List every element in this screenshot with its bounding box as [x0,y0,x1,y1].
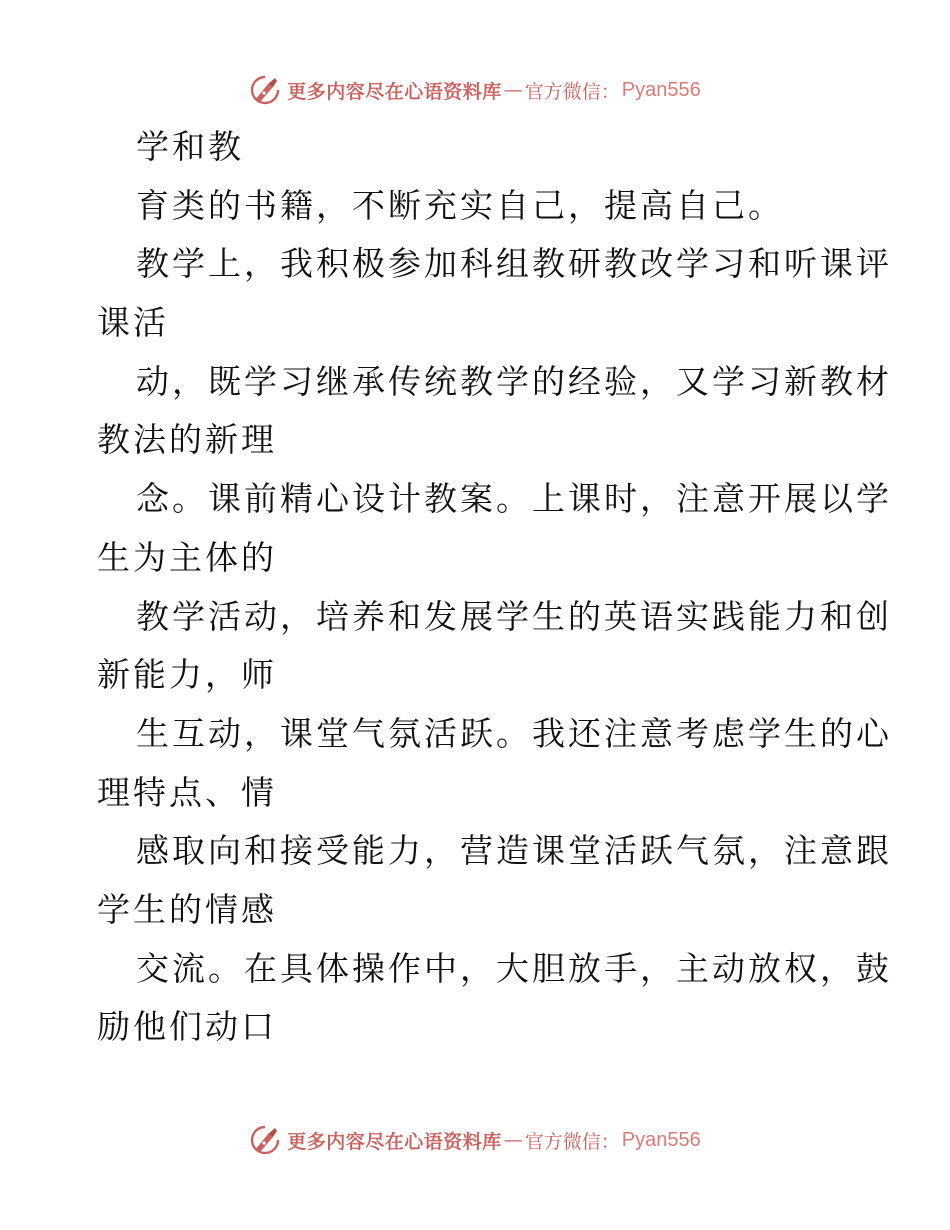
body-line: 动，既学习继承传统教学的经验，又学习新教材 [136,361,892,401]
footer-site-text: 更多内容尽在心语资料库 [287,1130,502,1153]
footer-banner [0,1120,950,1160]
body-line: 育类的书籍，不断充实自己，提高自己。 [136,185,784,225]
header-site-text: 更多内容尽在心语资料库 [287,80,502,103]
footer-separator: — [503,1129,523,1151]
header-wechat-id: Pyan556 [621,78,701,101]
pen-nib-circle-icon [249,1124,281,1156]
header-separator: — [503,79,523,101]
pen-nib-circle-icon [249,74,281,106]
body-line: 教法的新理 [97,420,277,460]
body-line: 交流。在具体操作中，大胆放手，主动放权，鼓 [136,948,892,988]
footer-wechat-label: 官方微信： [524,1130,620,1153]
body-line: 教学活动，培养和发展学生的英语实践能力和创 [136,596,892,636]
body-line: 课活 [97,303,169,343]
footer-wechat-id: Pyan556 [621,1128,701,1151]
header-wechat-label: 官方微信： [524,80,620,103]
body-line: 生互动，课堂气氛活跃。我还注意考虑学生的心 [136,713,892,753]
body-line: 新能力，师 [97,655,277,695]
body-line: 念。课前精心设计教案。上课时，注意开展以学 [136,479,892,519]
header-banner [0,70,950,110]
body-line: 生为主体的 [97,537,277,577]
body-line: 理特点、情 [97,772,277,812]
body-line: 教学上，我积极参加科组教研教改学习和听课评 [136,244,892,284]
body-line: 感取向和接受能力，营造课堂活跃气氛，注意跟 [136,831,892,871]
document-body [97,118,892,1057]
body-line: 学和教 [136,127,244,166]
body-line: 励他们动口 [97,1007,277,1047]
body-line: 学生的情感 [97,889,277,929]
